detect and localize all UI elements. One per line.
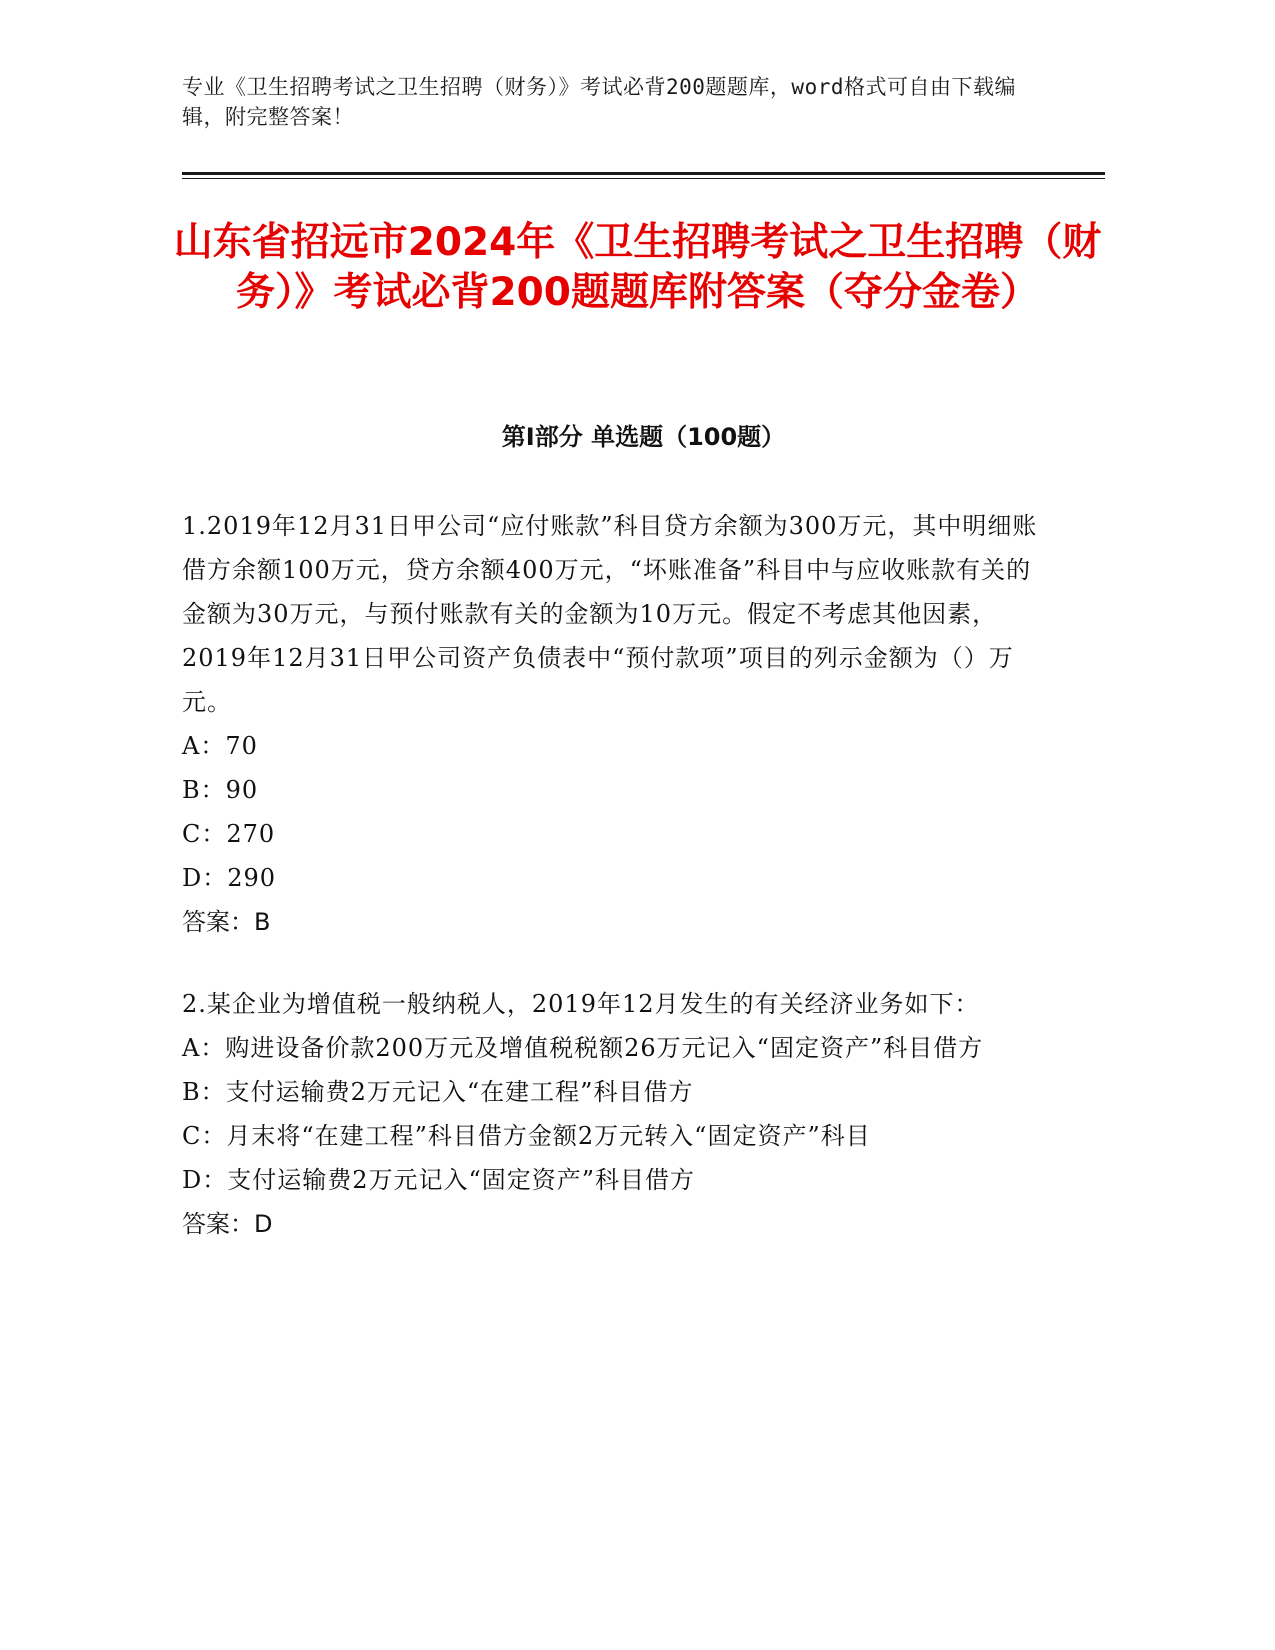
document-title: 山东省招远市2024年《卫生招聘考试之卫生招聘（财务）》考试必背200题题库附答案（夺分金卷）	[173, 220, 1102, 315]
option-a: A：70	[182, 732, 258, 760]
question-stem: 1.2019年12月31日甲公司“应付账款”科目贷方余额为300万元，其中明细账借方余额100万元，贷方余额400万元，“坏账准备”科目中与应收账款有关的金额为30万元，与预付账款有关的金额为10万元。假定不考虑其他因素，2019年12月31日甲公司资产负债表中“预付款项”项目的列示金额为（）万元。	[182, 512, 1038, 716]
header-rule-thin	[182, 178, 1105, 179]
header-rule-thick	[182, 172, 1105, 175]
option-b: B：支付运输费2万元记入“在建工程”科目借方	[182, 1078, 694, 1106]
option-d: D：290	[182, 864, 277, 892]
option-c: C：270	[182, 820, 276, 848]
option-a: A：购进设备价款200万元及增值税税额26万元记入“固定资产”科目借方	[182, 1034, 984, 1062]
question-2	[182, 982, 1042, 1246]
option-d: D：支付运输费2万元记入“固定资产”科目借方	[182, 1166, 696, 1194]
option-b: B：90	[182, 776, 259, 804]
section-heading: 第Ⅰ部分 单选题（100题）	[501, 423, 786, 451]
header-note: 专业《卫生招聘考试之卫生招聘（财务）》考试必背200题题库，word格式可自由下载编辑，附完整答案！	[182, 75, 1016, 129]
answer: 答案：B	[182, 908, 271, 936]
answer: 答案：D	[182, 1210, 273, 1238]
option-c: C：月末将“在建工程”科目借方金额2万元转入“固定资产”科目	[182, 1122, 871, 1150]
question-1	[182, 504, 1042, 944]
question-stem: 2.某企业为增值税一般纳税人，2019年12月发生的有关经济业务如下：	[182, 990, 980, 1018]
